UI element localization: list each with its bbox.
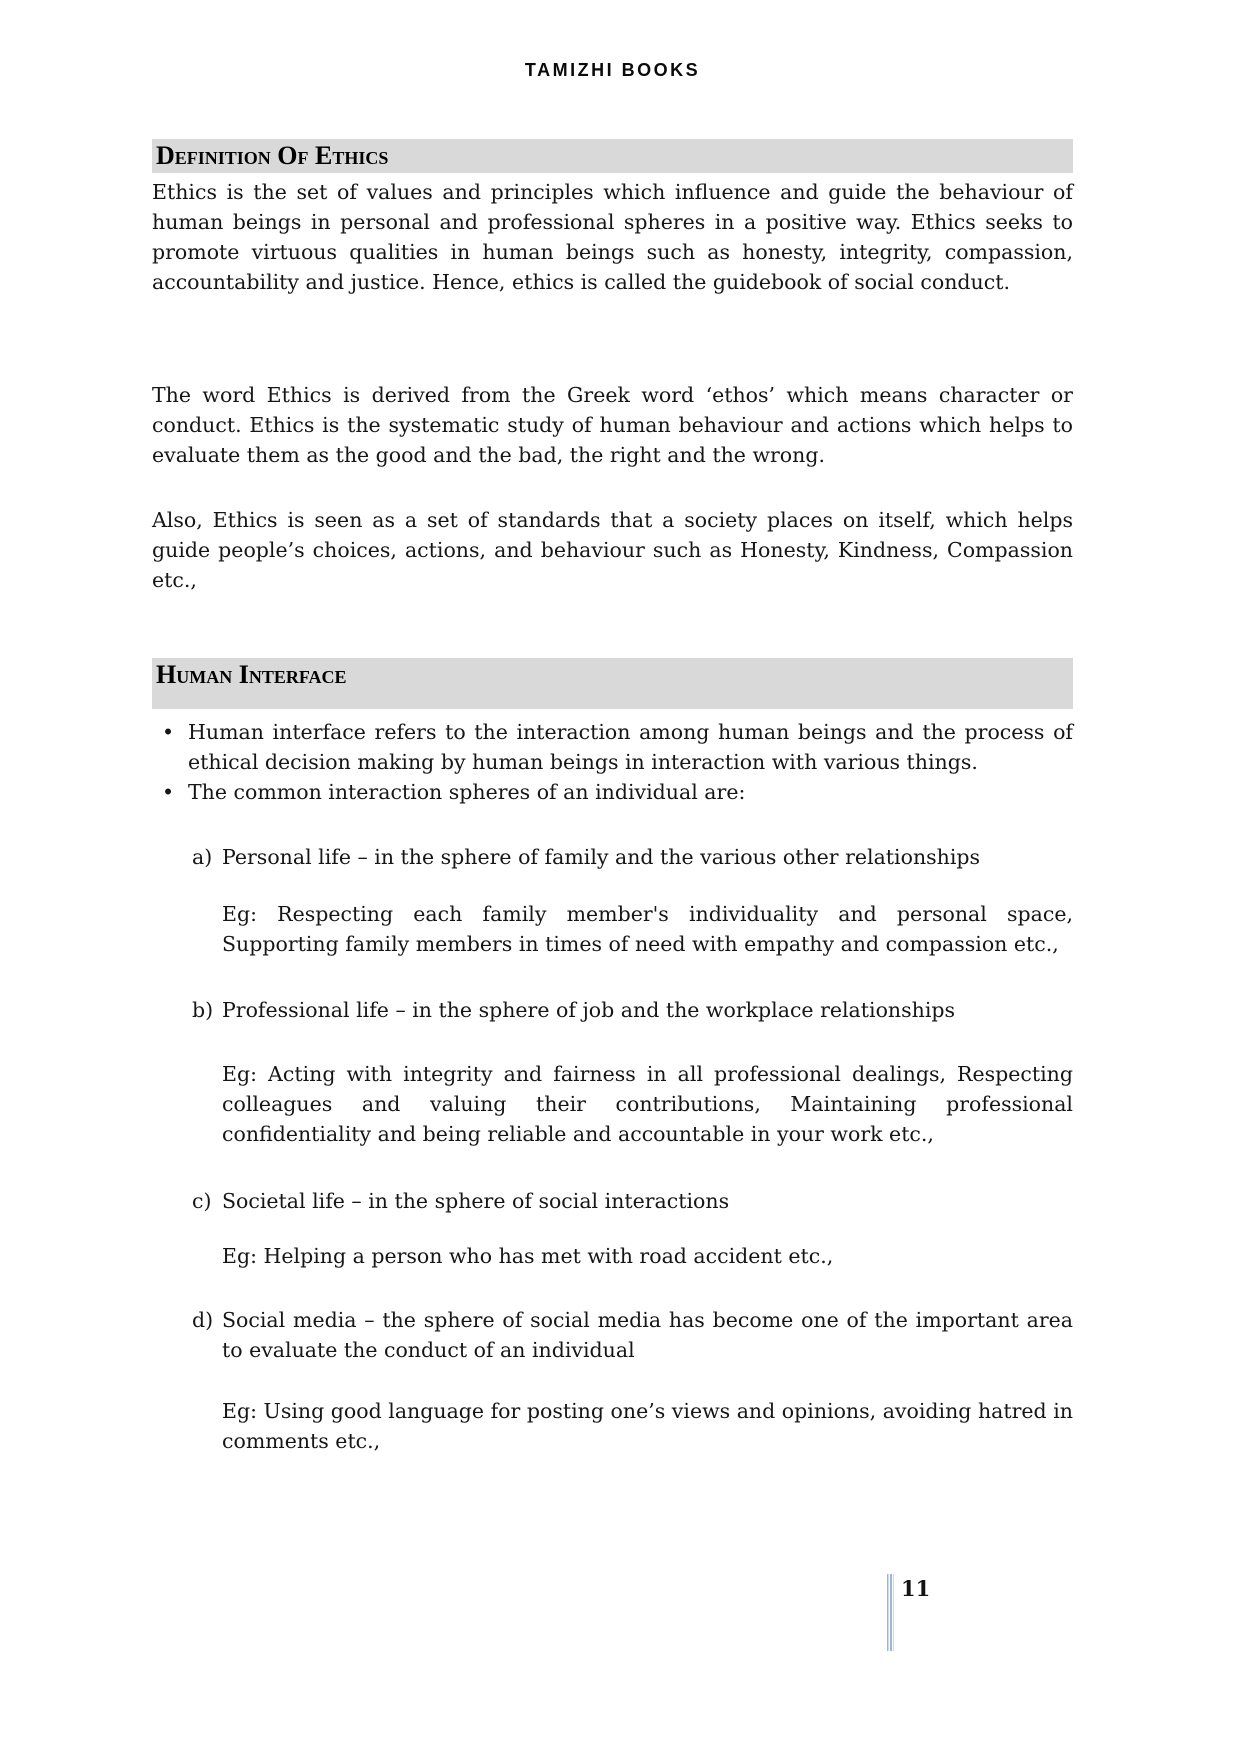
list-label: d) xyxy=(192,1308,214,1332)
page-number-accent-bar xyxy=(887,1574,894,1651)
list-item-social-media xyxy=(152,1305,1073,1365)
example-personal-life: Eg: Respecting each family member's individuality and personal space, Supporting family members in times of need with empathy and compassion etc., xyxy=(222,902,1073,956)
section-heading-human-interface: Human Interface xyxy=(152,658,1073,709)
example-social-media: Eg: Using good language for posting one’s views and opinions, avoiding hatred in comments etc., xyxy=(222,1399,1073,1453)
list-item-personal-life xyxy=(152,842,1073,872)
list-item xyxy=(152,777,1073,807)
bullet-text-human-interface: Human interface refers to the interaction among human beings and the process of ethical decision making by human beings in interaction with various things. xyxy=(188,720,1073,774)
list-label: b) xyxy=(192,998,214,1022)
list-item-professional-life xyxy=(152,995,1073,1025)
brand-logo: TAMIZHI BOOKS xyxy=(524,60,701,80)
bullet-list xyxy=(152,717,1073,807)
list-label: a) xyxy=(192,845,213,869)
page-number: 11 xyxy=(901,1576,931,1601)
list-item-societal-life xyxy=(152,1186,1073,1216)
paragraph-ethics-standards: Also, Ethics is seen as a set of standards that a society places on itself, which helps guide people’s choices, actions, and behaviour such as Honesty, Kindness, Compassion etc., xyxy=(152,508,1073,592)
list-text-social-media: Social media – the sphere of social media has become one of the important area to evaluate the conduct of an individual xyxy=(222,1308,1073,1362)
paragraph-ethics-etymology: The word Ethics is derived from the Greek word ‘ethos’ which means character or conduct. Ethics is the systematic study of human behaviour and actions which helps to evaluate them as the good and the bad, the right and the wrong. xyxy=(152,383,1073,467)
section-heading-definition-of-ethics: Definition Of Ethics xyxy=(152,139,1073,173)
example-societal-life: Eg: Helping a person who has met with road accident etc., xyxy=(222,1244,834,1268)
list-text-societal-life: Societal life – in the sphere of social interactions xyxy=(222,1189,730,1213)
paragraph-ethics-definition: Ethics is the set of values and principles which influence and guide the behaviour of human beings in personal and professional spheres in a positive way. Ethics seeks to promote virtuous qualities in human beings such as honesty, integrity, compassion, accountability and justice. Hence, ethics is called the guidebook of social conduct. xyxy=(152,180,1073,294)
list-label: c) xyxy=(192,1189,212,1213)
list-text-personal-life: Personal life – in the sphere of family and the various other relationships xyxy=(222,845,981,869)
example-professional-life: Eg: Acting with integrity and fairness in all professional dealings, Respecting colleagues and valuing their contributions, Maintaining professional confidentiality and being reliable and accountable in your work etc., xyxy=(222,1062,1073,1146)
list-item xyxy=(152,717,1073,777)
list-text-professional-life: Professional life – in the sphere of job and the workplace relationships xyxy=(222,998,956,1022)
bullet-text-interaction-spheres: The common interaction spheres of an individual are: xyxy=(188,780,746,804)
bullet-icon: • xyxy=(162,720,175,744)
bullet-icon: • xyxy=(162,780,175,804)
